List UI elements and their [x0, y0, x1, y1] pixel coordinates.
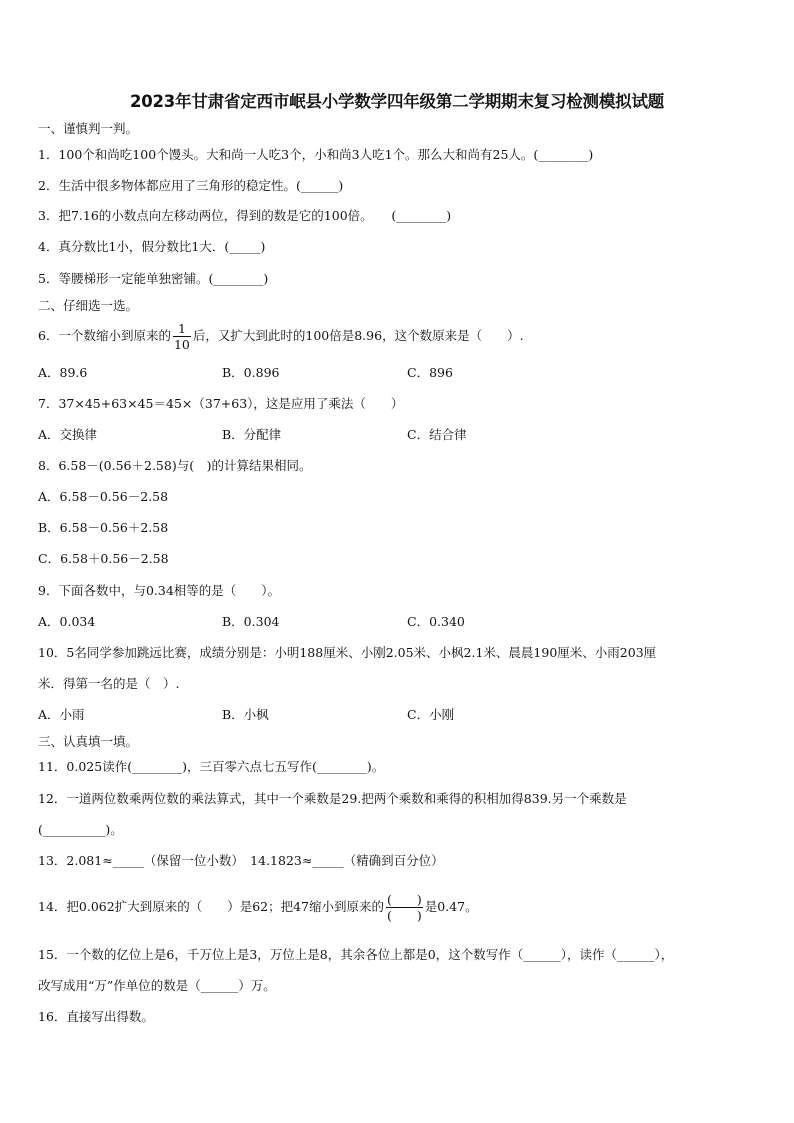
fraction-numerator: 1: [173, 321, 191, 337]
question-9-option-c: C．0.340: [407, 614, 465, 629]
question-6-before: 6．一个数缩小到原来的: [38, 328, 171, 343]
fraction: [173, 321, 191, 352]
question-11: 11．0.025读作(________)，三百零六点七五写作(________)。: [38, 759, 385, 774]
question-7: 7．37×45+63×45＝45×（37+63），这是应用了乘法（ ）: [38, 396, 404, 411]
fraction-blank-denominator: ( ): [387, 908, 422, 923]
question-8-option-a: A．6.58－0.56－2.58: [38, 489, 169, 504]
question-7-option-a: A．交换律: [38, 427, 98, 442]
question-13: 13．2.081≈_____（保留一位小数） 14.1823≈_____（精确到百分位）: [38, 853, 444, 868]
question-6-after: 后，又扩大到此时的100倍是8.96，这个数原来是（ ）.: [192, 328, 524, 343]
question-8-option-c: C．6.58＋0.56－2.58: [38, 551, 169, 566]
question-15-line-2: 改写成用“万”作单位的数是（______）万。: [38, 978, 276, 993]
question-10-line-1: 10．5名同学参加跳远比赛，成绩分别是：小明188厘米、小刚2.05米、小枫2.1米、晨晨190厘米、小雨203厘: [38, 645, 657, 660]
question-6-option-a: A．89.6: [38, 365, 88, 380]
question-14: [38, 883, 478, 931]
question-7-option-c: C．结合律: [407, 427, 467, 442]
fraction-blank-numerator: ( ): [387, 892, 422, 907]
question-14-before: 14．把0.062扩大到原来的（ ）是62；把47缩小到原来的: [38, 899, 385, 914]
question-1: 1．100个和尚吃100个馒头。大和尚一人吃3个，小和尚3人吃1个。那么大和尚有25人。(________): [38, 147, 594, 162]
section-heading-2: 二、仔细选一选。: [38, 298, 139, 313]
question-6: [38, 319, 524, 353]
question-5: 5．等腰梯形一定能单独密铺。(________): [38, 271, 269, 286]
question-9-option-b: B．0.304: [222, 614, 280, 629]
question-9: 9．下面各数中，与0.34相等的是（ ）。: [38, 583, 281, 598]
question-8-option-b: B．6.58－0.56＋2.58: [38, 520, 169, 535]
question-8: 8．6.58－(0.56＋2.58)与( )的计算结果相同。: [38, 458, 312, 473]
question-3: 3．把7.16的小数点向左移动两位，得到的数是它的100倍。 (________): [38, 208, 452, 223]
question-9-option-a: A．0.034: [38, 614, 96, 629]
page-title: 2023年甘肃省定西市岷县小学数学四年级第二学期期末复习检测模拟试题: [129, 92, 665, 111]
question-10-option-c: C．小刚: [407, 707, 455, 722]
question-4: 4．真分数比1小，假分数比1大．(_____): [38, 239, 266, 254]
question-6-option-c: C．896: [407, 365, 453, 380]
question-12-line-1: 12．一道两位数乘两位数的乘法算式，其中一个乘数是29.把两个乘数和乘得的积相加得839.另一个乘数是: [38, 791, 627, 806]
question-14-after: 是0.47。: [424, 899, 478, 914]
question-16: 16．直接写出得数。: [38, 1009, 154, 1024]
question-10-option-b: B．小枫: [222, 707, 269, 722]
question-2: 2．生活中很多物体都应用了三角形的稳定性。(______): [38, 178, 344, 193]
question-10-option-a: A．小雨: [38, 707, 85, 722]
question-12-line-2: (__________)。: [38, 822, 123, 837]
question-7-option-b: B．分配律: [222, 427, 282, 442]
section-heading-3: 三、认真填一填。: [38, 734, 139, 749]
fraction-denominator: 10: [173, 337, 190, 352]
question-10-line-2: 米．得第一名的是（ ）.: [38, 676, 180, 691]
question-15-line-1: 15．一个数的亿位上是6，千万位上是3，万位上是8，其余各位上都是0，这个数写作（______），读作（______），: [38, 947, 674, 962]
section-heading-1: 一、谨慎判一判。: [38, 121, 139, 136]
question-6-option-b: B．0.896: [222, 365, 280, 380]
fraction-blank: [386, 892, 423, 923]
